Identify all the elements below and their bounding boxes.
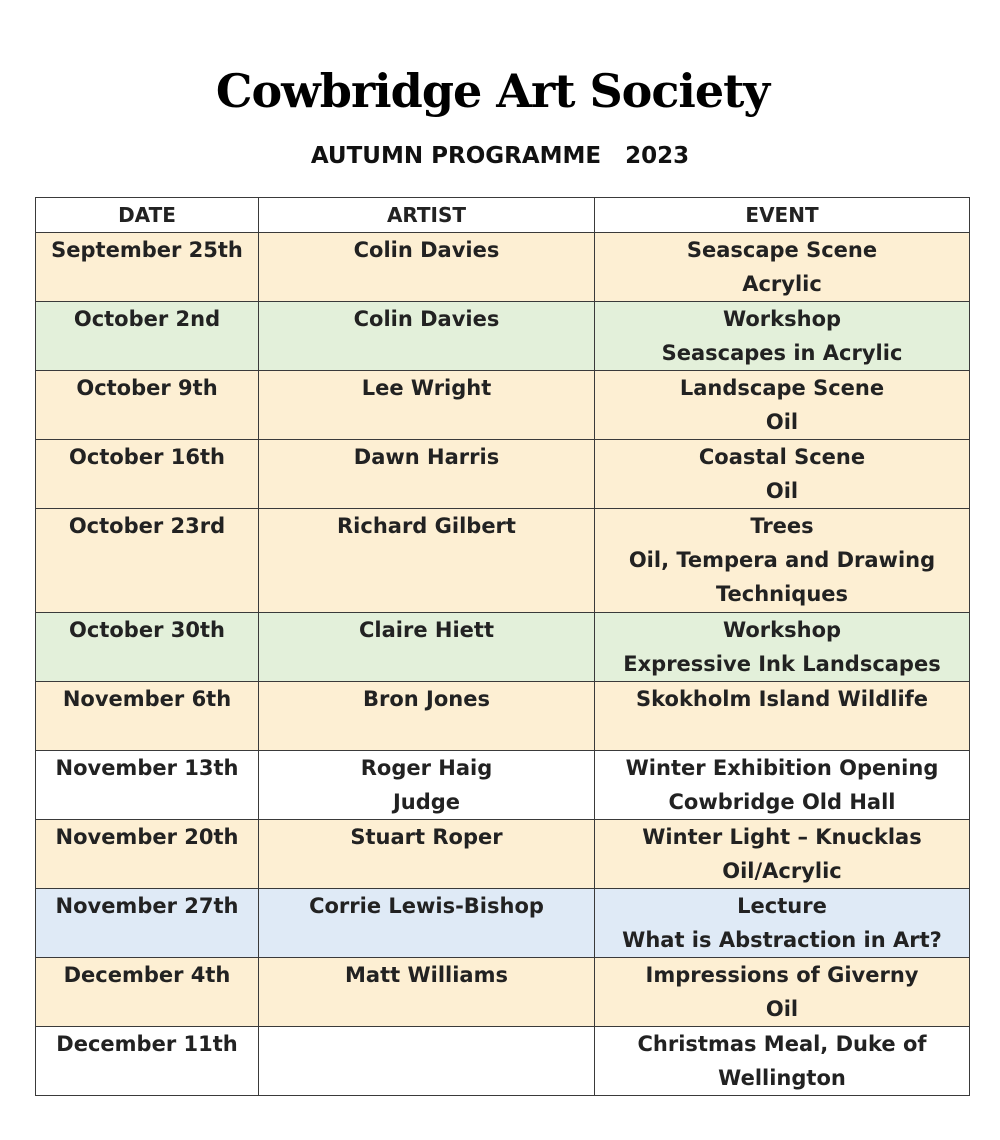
- table-row: [36, 440, 970, 509]
- date-text: November 13th: [55, 756, 239, 780]
- event-line: Seascapes in Acrylic: [661, 341, 903, 365]
- column-header-event: EVENT: [595, 198, 970, 233]
- event-cell: [595, 509, 970, 613]
- event-line: Impressions of Giverny: [645, 963, 919, 987]
- event-line: Acrylic: [742, 272, 822, 296]
- date-cell: [36, 613, 259, 682]
- event-cell: [595, 1027, 970, 1096]
- event-line: Oil: [765, 410, 799, 434]
- table-row: [36, 509, 970, 613]
- date-text: November 27th: [55, 894, 239, 918]
- artist-text: Colin Davies: [353, 307, 500, 331]
- column-header-artist: ARTIST: [259, 198, 595, 233]
- artist-cell: [259, 613, 595, 682]
- table-row: [36, 1027, 970, 1096]
- table-row: [36, 613, 970, 682]
- date-cell: [36, 889, 259, 958]
- table-row: [36, 302, 970, 371]
- event-line: Expressive Ink Landscapes: [623, 652, 941, 676]
- event-line: Workshop: [722, 307, 842, 331]
- event-line: Wellington: [718, 1066, 846, 1090]
- event-line: Skokholm Island Wildlife: [635, 687, 929, 711]
- event-cell: [595, 958, 970, 1027]
- date-text: October 16th: [69, 445, 225, 469]
- column-header-date: DATE: [36, 198, 259, 233]
- table-row: [36, 233, 970, 302]
- date-cell: [36, 302, 259, 371]
- date-cell: [36, 751, 259, 820]
- artist-cell: [259, 751, 595, 820]
- artist-cell: [259, 440, 595, 509]
- event-line: Oil: [765, 479, 799, 503]
- artist-text: Colin Davies: [353, 238, 500, 262]
- event-line: Oil/Acrylic: [722, 859, 842, 883]
- event-line: Workshop: [722, 618, 842, 642]
- date-cell: [36, 1027, 259, 1096]
- table-row: [36, 751, 970, 820]
- artist-text: Richard Gilbert: [337, 514, 516, 538]
- table-header-row: [36, 198, 970, 233]
- date-cell: [36, 371, 259, 440]
- event-line: Lecture: [737, 894, 827, 918]
- artist-text: Bron Jones: [363, 687, 490, 711]
- date-text: October 23rd: [68, 514, 226, 538]
- date-text: December 11th: [56, 1032, 238, 1056]
- artist-role: Judge: [392, 790, 461, 814]
- table-row: [36, 371, 970, 440]
- date-cell: [36, 820, 259, 889]
- table-row: [36, 820, 970, 889]
- event-line: Cowbridge Old Hall: [668, 790, 896, 814]
- event-cell: [595, 302, 970, 371]
- date-text: November 6th: [62, 687, 232, 711]
- event-line: Christmas Meal, Duke of: [637, 1032, 927, 1056]
- event-cell: [595, 682, 970, 751]
- artist-text: Dawn Harris: [353, 445, 500, 469]
- event-line: Winter Exhibition Opening: [625, 756, 939, 780]
- artist-cell: [259, 1027, 595, 1096]
- event-cell: [595, 751, 970, 820]
- event-line: Oil: [765, 997, 799, 1021]
- event-cell: [595, 371, 970, 440]
- artist-cell: [259, 958, 595, 1027]
- artist-cell: [259, 302, 595, 371]
- artist-text: Claire Hiett: [359, 618, 494, 642]
- artist-cell: [259, 682, 595, 751]
- artist-text: Stuart Roper: [350, 825, 503, 849]
- event-cell: [595, 233, 970, 302]
- artist-text: Corrie Lewis-Bishop: [309, 894, 544, 918]
- artist-cell: [259, 371, 595, 440]
- date-cell: [36, 233, 259, 302]
- programme-table: [35, 197, 970, 1096]
- event-line: Landscape Scene: [679, 376, 885, 400]
- artist-cell: [259, 889, 595, 958]
- artist-text: Matt Williams: [345, 963, 508, 987]
- date-text: October 9th: [76, 376, 218, 400]
- event-line: Winter Light – Knucklas: [642, 825, 922, 849]
- date-cell: [36, 682, 259, 751]
- event-cell: [595, 889, 970, 958]
- event-line: Coastal Scene: [698, 445, 866, 469]
- artist-text: Roger Haig: [360, 756, 493, 780]
- page-title: Cowbridge Art Society: [215, 64, 770, 118]
- artist-text: Lee Wright: [361, 376, 492, 400]
- table-row: [36, 682, 970, 751]
- artist-cell: [259, 509, 595, 613]
- date-text: November 20th: [55, 825, 239, 849]
- event-line: Oil, Tempera and Drawing: [628, 548, 936, 572]
- date-text: October 2nd: [73, 307, 221, 331]
- date-cell: [36, 440, 259, 509]
- programme-subtitle: AUTUMN PROGRAMME 2023: [310, 143, 690, 169]
- event-line: Seascape Scene: [686, 238, 878, 262]
- table-row: [36, 958, 970, 1027]
- date-text: September 25th: [51, 238, 243, 262]
- date-cell: [36, 509, 259, 613]
- event-cell: [595, 440, 970, 509]
- date-cell: [36, 958, 259, 1027]
- date-text: October 30th: [69, 618, 225, 642]
- event-cell: [595, 613, 970, 682]
- event-line: Trees: [750, 514, 814, 538]
- table-row: [36, 889, 970, 958]
- event-cell: [595, 820, 970, 889]
- date-text: December 4th: [63, 963, 231, 987]
- artist-cell: [259, 820, 595, 889]
- artist-cell: [259, 233, 595, 302]
- event-line: What is Abstraction in Art?: [622, 928, 942, 952]
- event-line: Techniques: [715, 582, 849, 606]
